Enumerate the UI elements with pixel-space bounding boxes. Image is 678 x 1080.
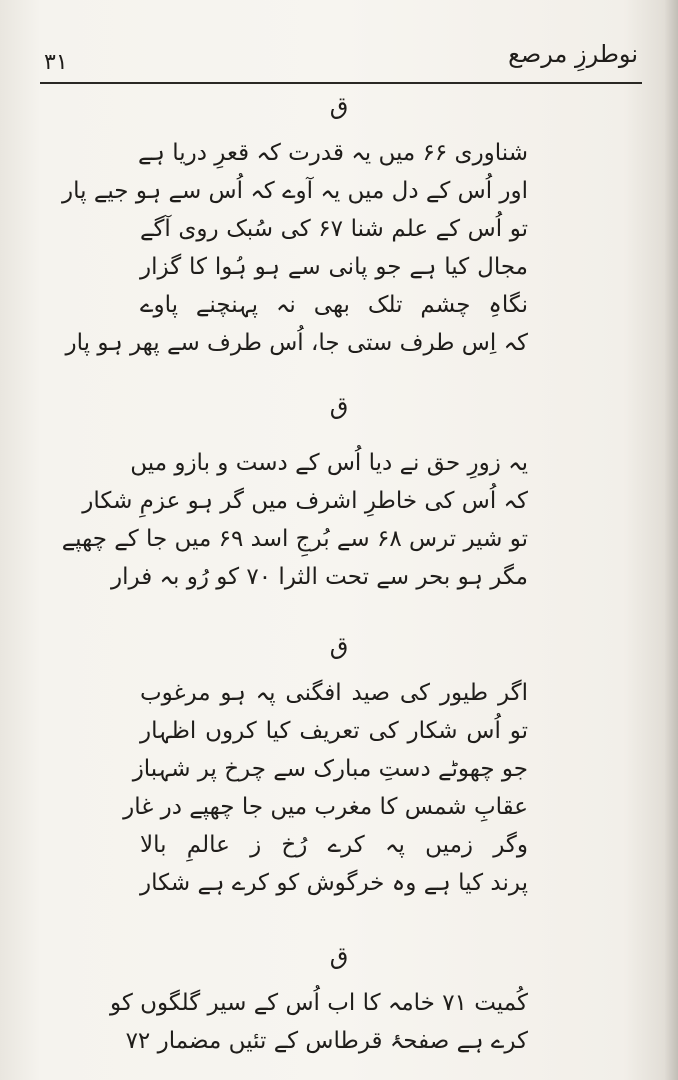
verse-line: کُمیت ۷۱ خامہ کا اب اُس کے سیر گلگوں کو — [110, 990, 528, 1016]
verse-line: شناوری ۶۶ میں یہ قدرت کہ قعرِ دریا ہے — [137, 140, 528, 166]
stanza-4 — [110, 984, 528, 1060]
stanza-marker: ق — [329, 632, 349, 660]
stanza-2 — [61, 444, 528, 596]
verse-line: پرند کیا ہے وہ خرگوش کو کرے ہے شکار — [140, 870, 528, 896]
stanza-marker: ق — [329, 92, 349, 120]
page-number: ۳۱ — [44, 50, 68, 75]
page-header — [40, 36, 638, 80]
header-rule — [40, 82, 642, 84]
verse-line: تو اُس کے علم شنا ۶۷ کی سُبک روی آگے — [140, 216, 528, 242]
stanza-1 — [62, 134, 528, 362]
verse-line: کہ اِس طرف ستی جا، اُس طرف سے پھر ہو پار — [65, 330, 528, 356]
verse-line: کرے ہے صفحۂ قرطاس کے تئیں مضمار ۷۲ — [125, 1028, 528, 1054]
verse-line: عقابِ شمس کا مغرب میں جا چھپے در غار — [123, 794, 528, 820]
verse-line: کہ اُس کی خاطرِ اشرف میں گر ہو عزمِ شکار — [82, 488, 528, 514]
verse-line: اگر طیور کی صید افگنی پہ ہو مرغوب — [140, 680, 528, 706]
verse-line: نگاہِ چشم تلک بھی نہ پہنچنے پاوے — [140, 292, 528, 318]
stanza-3 — [123, 674, 528, 902]
page-edge-shadow — [664, 0, 678, 1080]
verse-line: مگر ہو بحر سے تحت الثرا ۷۰ کو رُو بہ فرار — [111, 564, 528, 590]
verse-line: اور اُس کے دل میں یہ آوے کہ اُس سے ہو جیے پار — [62, 178, 528, 204]
verse-line: تو شیر ترس ۶۸ سے بُرجِ اسد ۶۹ میں جا کے چھپے — [61, 526, 528, 552]
stanza-marker: ق — [329, 942, 349, 970]
verse-line: یہ زورِ حق نے دیا اُس کے دست و بازو میں — [130, 450, 528, 476]
verse-line: جو چھوٹے دستِ مبارک سے چرخ پر شہباز — [132, 756, 528, 782]
stanza-marker: ق — [329, 392, 349, 420]
verse-line: وگر زمیں پہ کرے رُخ ز عالمِ بالا — [140, 832, 528, 858]
verse-line: تو اُس شکار کی تعریف کیا کروں اظہار — [140, 718, 528, 744]
verse-line: مجال کیا ہے جو پانی سے ہو ہُوا کا گزار — [140, 254, 528, 280]
running-title: نوطرزِ مرصع — [508, 40, 638, 68]
